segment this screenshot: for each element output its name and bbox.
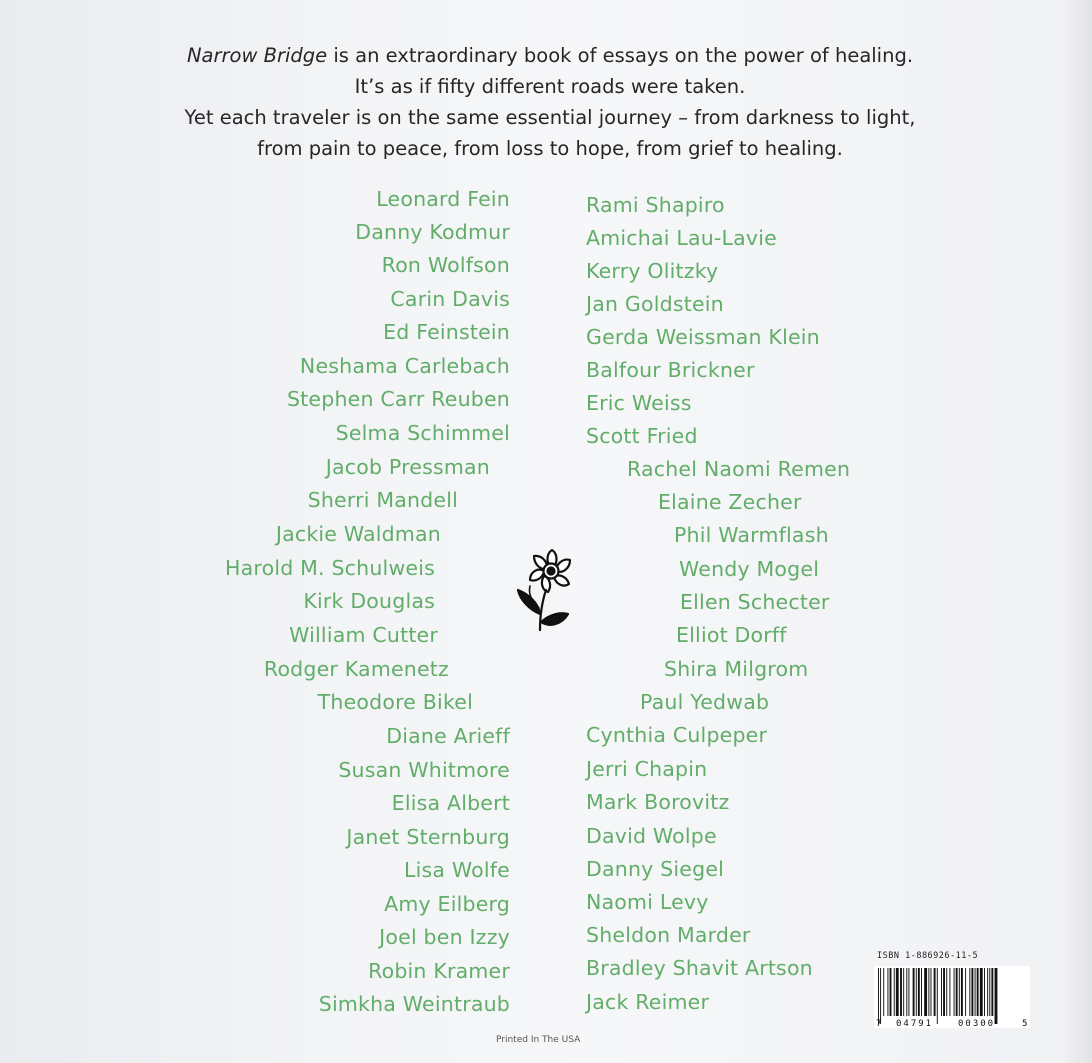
contributor-name: Wendy Mogel bbox=[679, 557, 820, 581]
contributor-name: Theodore Bikel bbox=[317, 690, 473, 714]
intro-line-1: Narrow Bridge is an extraordinary book of essays on the power of healing. bbox=[186, 44, 914, 67]
contributor-name: Rodger Kamenetz bbox=[263, 657, 449, 681]
contributor-name: Paul Yedwab bbox=[640, 690, 770, 714]
contributor-name: Elliot Dorff bbox=[676, 623, 787, 647]
contributor-name: Simkha Weintraub bbox=[318, 992, 510, 1016]
contributor-name: Kerry Olitzky bbox=[586, 259, 719, 283]
barcode-digit-group2: 00300 bbox=[958, 1019, 996, 1028]
contributor-name: Neshama Carlebach bbox=[299, 354, 510, 378]
contributor-name: Joel ben Izzy bbox=[379, 925, 510, 949]
printed-in-usa: Printed In The USA bbox=[496, 1035, 581, 1045]
contributor-name: David Wolpe bbox=[586, 824, 717, 848]
contributor-name: Scott Fried bbox=[586, 424, 698, 448]
contributor-name: Rachel Naomi Remen bbox=[627, 457, 851, 481]
contributor-name: Jerri Chapin bbox=[586, 757, 708, 781]
contributor-name: Balfour Brickner bbox=[586, 358, 755, 382]
contributor-name: Amichai Lau-Lavie bbox=[586, 226, 777, 250]
contributor-name: Stephen Carr Reuben bbox=[286, 387, 510, 411]
contributor-name: Robin Kramer bbox=[368, 959, 510, 983]
intro-line-3: Yet each traveler is on the same essential journey – from darkness to light, bbox=[184, 106, 916, 129]
barcode-digit-lead: 7 bbox=[876, 1019, 882, 1028]
contributor-name: Shira Milgrom bbox=[664, 657, 809, 681]
contributor-name: Phil Warmflash bbox=[674, 523, 829, 547]
barcode-digit-group1: 04791 bbox=[896, 1019, 934, 1028]
contributor-name: Rami Shapiro bbox=[586, 193, 725, 217]
contributor-name: Susan Whitmore bbox=[338, 758, 510, 782]
contributor-name: Leonard Fein bbox=[376, 187, 510, 211]
contributor-name: Jackie Waldman bbox=[275, 522, 441, 546]
contributor-name: Harold M. Schulweis bbox=[225, 556, 435, 580]
contributor-name: Ellen Schecter bbox=[680, 590, 830, 614]
contributor-name: Naomi Levy bbox=[586, 890, 709, 914]
contributor-name: Elaine Zecher bbox=[658, 490, 802, 514]
contributor-name: Jan Goldstein bbox=[586, 292, 724, 316]
flower-icon bbox=[512, 544, 578, 632]
contributor-name: Diane Arieff bbox=[386, 724, 510, 748]
contributor-name: Lisa Wolfe bbox=[403, 858, 510, 882]
contributor-name: Eric Weiss bbox=[586, 391, 692, 415]
contributor-name: Elisa Albert bbox=[391, 791, 510, 815]
contributor-name: Kirk Douglas bbox=[303, 589, 435, 613]
intro-line-2: It’s as if fifty different roads were taken. bbox=[354, 75, 746, 98]
isbn-number: ISBN 1-886926-11-5 bbox=[877, 951, 979, 961]
contributor-name: Carin Davis bbox=[390, 287, 510, 311]
contributor-name: Danny Kodmur bbox=[355, 220, 510, 244]
contributor-name: Mark Borovitz bbox=[586, 790, 730, 814]
intro-line-4: from pain to peace, from loss to hope, from grief to healing. bbox=[257, 137, 843, 160]
contributor-name: Sherri Mandell bbox=[307, 488, 458, 512]
contributor-name: Gerda Weissman Klein bbox=[586, 325, 820, 349]
contributor-name: Danny Siegel bbox=[586, 857, 725, 881]
contributor-name: William Cutter bbox=[289, 623, 438, 647]
barcode bbox=[874, 966, 1030, 1028]
contributor-name: Sheldon Marder bbox=[586, 923, 751, 947]
contributor-name: Amy Eilberg bbox=[384, 892, 510, 916]
contributor-name: Bradley Shavit Artson bbox=[586, 956, 813, 980]
contributor-name: Jack Reimer bbox=[586, 990, 710, 1014]
contributor-name: Selma Schimmel bbox=[335, 421, 510, 445]
page-edge-shadow bbox=[1062, 0, 1092, 1063]
contributor-name: Ed Feinstein bbox=[383, 320, 510, 344]
contributor-name: Jacob Pressman bbox=[325, 455, 490, 479]
barcode-digit-check: 5 bbox=[1022, 1019, 1028, 1028]
contributor-name: Cynthia Culpeper bbox=[586, 723, 768, 747]
intro-paragraph bbox=[110, 40, 990, 164]
contributor-name: Janet Sternburg bbox=[346, 825, 510, 849]
contributor-name: Ron Wolfson bbox=[381, 253, 510, 277]
book-title: Narrow Bridge bbox=[186, 44, 328, 67]
